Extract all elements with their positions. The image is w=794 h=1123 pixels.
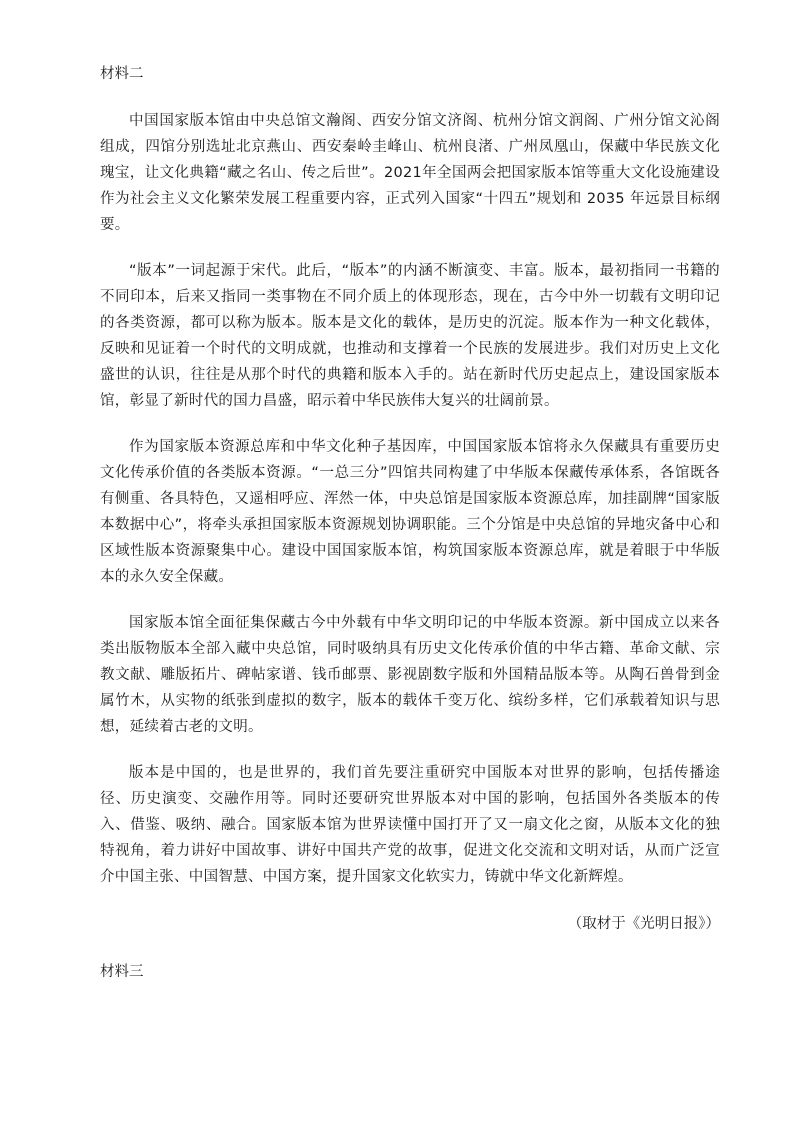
section-heading-material-2: 材料二 xyxy=(100,66,144,82)
spacer xyxy=(100,88,720,108)
paragraph-2: “版本”一词起源于宋代。此后，“版本”的内涵不断演变、丰富。版本，最初指同一书籍的不同印本，后来又指同一类事物在不同介质上的体现形态，现在，古今中外一切载有文明印记的各类资源，都可以称为版本。版本是文化的载体，是历史的沉淀。版本作为一种文化载体，反映和见证着一个时代的文明成就，也推动和支撑着一个民族的发展进步。我们对历史上文化盛世的认识，往往是从那个时代的典籍和版本入手的。站在新时代历史起点上，建设国家版本馆，彰显了新时代的国力昌盛，昭示着中华民族伟大复兴的壮阔前景。 xyxy=(100,263,720,409)
section-heading-material-3: 材料三 xyxy=(100,964,144,980)
spacer xyxy=(100,238,720,258)
paragraph-4: 国家版本馆全面征集保藏古今中外载有中华文明印记的中华版本资源。新中国成立以来各类出版物版本全部入藏中央总馆，同时吸纳具有历史文化传承价值的中华古籍、革命文献、宗教文献、雕版拓片、碑帖家谱、钱币邮票、影视剧数字版和外国精品版本等。从陶石兽骨到金属竹木，从实物的纸张到虚拟的数字，版本的载体千变万化、缤纷多样，它们承载着知识与思想，延续着古老的文明。 xyxy=(100,615,720,735)
spacer xyxy=(100,938,720,958)
spacer xyxy=(100,590,720,610)
spacer xyxy=(100,890,720,910)
source-citation: （取材于《光明日报》） xyxy=(567,916,720,932)
paragraph-3: 作为国家版本资源总库和中华文化种子基因库，中国国家版本馆将永久保藏具有重要历史文化传承价值的各类版本资源。“一总三分”四馆共同构建了中华版本保藏传承体系，各馆既各有侧重、各具特色，又遥相呼应、浑然一体，中央总馆是国家版本资源总库，加挂副牌“国家版本数据中心”，将牵头承担国家版本资源规划协调职能。三个分馆是中央总馆的异地灾备中心和区域性版本资源聚集中心。建设中国国家版本馆，构筑国家版本资源总库，就是着眼于中华版本的永久安全保藏。 xyxy=(100,439,720,585)
document-page xyxy=(100,60,720,986)
paragraph-5: 版本是中国的，也是世界的，我们首先要注重研究中国版本对世界的影响，包括传播途径、历史演变、交融作用等。同时还要研究世界版本对中国的影响，包括国外各类版本的传入、借鉴、吸纳、融合。国家版本馆为世界读懂中国打开了又一扇文化之窗，从版本文化的独特视角，着力讲好中国故事、讲好中国共产党的故事，促进文化交流和文明对话，从而广泛宣介中国主张、中国智慧、中国方案，提升国家文化软实力，铸就中华文化新辉煌。 xyxy=(100,765,720,885)
spacer xyxy=(100,740,720,760)
spacer xyxy=(100,414,720,434)
paragraph-1: 中国国家版本馆由中央总馆文瀚阁、西安分馆文济阁、杭州分馆文润阁、广州分馆文沁阁组成，四馆分别选址北京燕山、西安秦岭圭峰山、杭州良渚、广州凤凰山，保藏中华民族文化瑰宝，让文化典籍“藏之名山、传之后世”。2021年全国两会把国家版本馆等重大文化设施建设作为社会主义文化繁荣发展工程重要内容，正式列入国家“十四五”规划和 2035 年远景目标纲要。 xyxy=(100,113,720,233)
